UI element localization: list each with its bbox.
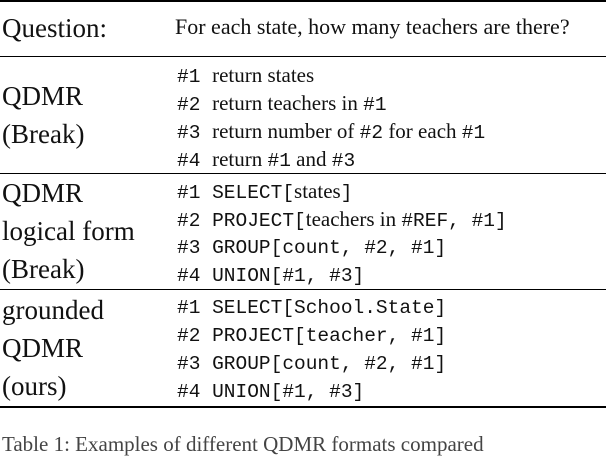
row-label-logical-form-line-2: logical form [2,216,135,246]
step-text: states [294,179,341,203]
step-code: #REF, #1] [401,210,507,232]
step-line [177,177,352,205]
step-code: #4 UNION[#1, #3] [177,265,365,287]
step-code: #1 [267,150,291,172]
step-line [177,349,446,377]
table-header-rule [0,56,606,57]
row-label-grounded-line-1: grounded [2,295,104,325]
step-code: #1 SELECT[ [177,182,295,204]
step-line [177,233,446,261]
row-label-qdmr-break-line-1: QDMR [2,81,84,111]
step-text: return number of [212,119,360,143]
step-text: return teachers in [212,91,364,115]
step-code: ] [340,182,353,204]
step-line [177,205,507,233]
table-top-rule [0,0,606,2]
step-text: return [212,147,268,171]
question-text: For each state, how many teachers are there? [175,14,570,39]
row-label-qdmr-break-line-2: (Break) [2,119,85,149]
step-code: #3 [177,122,213,144]
step-line [177,117,485,145]
table-caption: Table 1: Examples of different QDMR formats compared [2,432,484,456]
table-row-rule-1 [0,173,606,174]
step-code: #2 [177,94,213,116]
step-text: for each [383,119,462,143]
step-code: #3 GROUP[count, #2, #1] [177,353,447,375]
step-line [177,321,446,349]
step-line [177,261,364,289]
step-code: #4 [177,150,213,172]
step-code: #3 [331,150,356,172]
step-line [177,89,387,117]
row-label-logical-form-line-1: QDMR [2,178,84,208]
step-code: #1 [461,122,486,144]
table-row-rule-2 [0,289,606,290]
question-label: Question: [2,13,107,43]
step-text: teachers in [305,207,402,231]
step-code: #1 [177,66,213,88]
step-line [177,145,355,173]
step-code: #2 [359,122,384,144]
step-code: #2 PROJECT[ [177,210,306,232]
step-line [177,61,314,89]
step-code: #4 UNION[#1, #3] [177,381,365,403]
step-line [177,377,364,405]
step-code: #3 GROUP[count, #2, #1] [177,237,447,259]
step-code: #1 SELECT[School.State] [177,297,447,319]
step-code: #2 PROJECT[teacher, #1] [177,325,447,347]
step-code: #1 [363,94,387,116]
step-text: return states [212,63,315,87]
row-label-logical-form-line-3: (Break) [2,254,85,284]
row-label-grounded-line-2: QDMR [2,333,84,363]
table-bottom-rule [0,406,606,408]
step-text: and [290,147,332,171]
step-line [177,293,446,321]
row-label-grounded-line-3: (ours) [2,371,67,401]
